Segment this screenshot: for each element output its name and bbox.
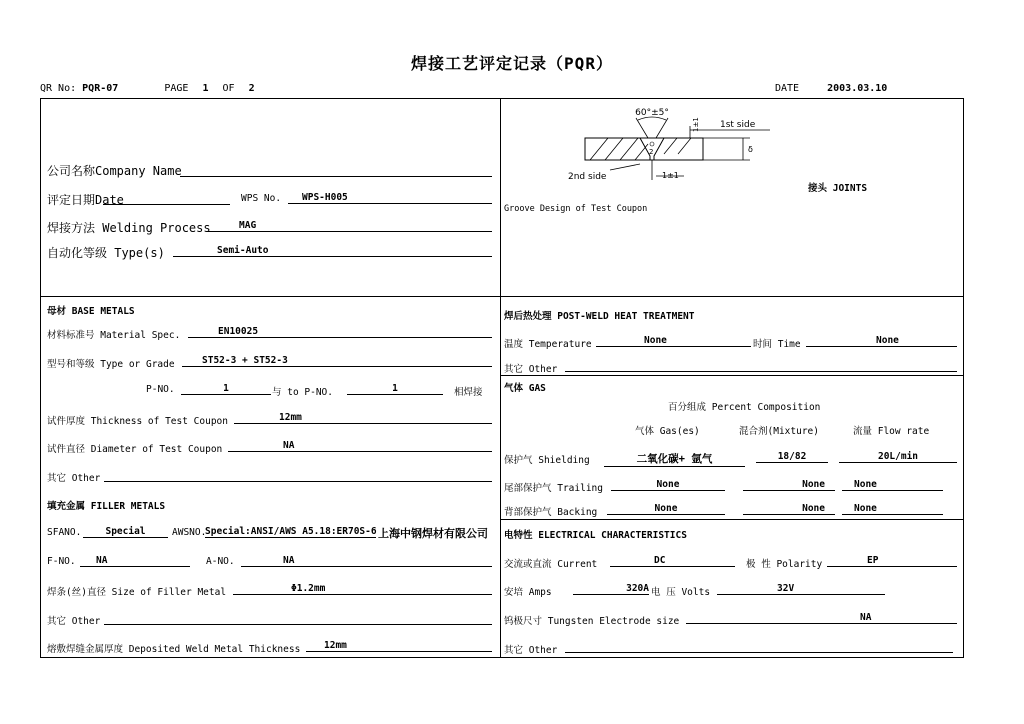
- filler-size-row: [233, 583, 492, 595]
- elec-other-field[interactable]: [565, 652, 953, 653]
- page-total: 2: [248, 83, 255, 94]
- time-value[interactable]: None: [806, 335, 957, 347]
- groove-angle-label: 60°±5°: [635, 108, 669, 118]
- temperature-value[interactable]: None: [596, 335, 751, 347]
- diameter-row: [228, 440, 492, 452]
- trailing-label: 尾部保护气 Trailing: [504, 483, 603, 494]
- page-label: PAGE: [164, 83, 189, 94]
- date-value: 2003.03.10: [827, 83, 888, 94]
- pno2-row: [347, 383, 443, 395]
- thickness-symbol: δ: [748, 145, 753, 154]
- pwht-title: 焊后热处理 POST-WELD HEAT TREATMENT: [504, 311, 695, 322]
- temperature-label: 温度 Temperature: [504, 339, 592, 350]
- temperature-row: [596, 335, 751, 347]
- manufacturer: 上海中钢焊材有限公司: [378, 527, 488, 540]
- current-row: [610, 555, 735, 567]
- company-name-row: [47, 162, 182, 179]
- time-row: [806, 335, 957, 347]
- eval-date-label: 评定日期Date: [47, 193, 124, 207]
- backing-flow-value[interactable]: None: [842, 503, 943, 515]
- document-title: 焊接工艺评定记录（PQR）: [411, 54, 613, 73]
- trailing-flow-value[interactable]: None: [842, 479, 943, 491]
- flow-column-label: 流量 Flow rate: [853, 426, 930, 437]
- auto-type-label: 自动化等级 Type(s): [47, 246, 165, 260]
- current-value[interactable]: DC: [610, 555, 735, 567]
- filler-other-label: 其它 Other: [47, 616, 101, 627]
- thickness-label: 试件厚度 Thickness of Test Coupon: [47, 416, 228, 427]
- gas-column-label: 气体 Gas(es): [635, 426, 700, 437]
- time-label: 时间 Time: [753, 339, 801, 350]
- tungsten-row: [686, 612, 957, 624]
- filler-size-value[interactable]: Φ1.2mm: [233, 583, 492, 595]
- ano-label: A-NO.: [206, 556, 235, 567]
- volts-label: 电 压 Volts: [651, 587, 711, 598]
- aws-label: AWSNO.: [172, 527, 207, 538]
- mixture-column-label: 混合剂(Mixture): [739, 426, 819, 437]
- aws-row: [205, 526, 376, 538]
- root-gap-label: 1±1: [662, 171, 679, 180]
- second-side-label: 2nd side: [568, 172, 607, 182]
- groove-design-label: Groove Design of Test Coupon: [504, 204, 648, 214]
- base-other-label: 其它 Other: [47, 473, 101, 484]
- deposit-row: [306, 640, 492, 652]
- aws-value[interactable]: Special:ANSI/AWS A5.18:ER70S-6: [205, 526, 377, 537]
- divider-base: [41, 296, 500, 297]
- auto-type-value[interactable]: Semi-Auto: [173, 245, 492, 257]
- qr-no-value: PQR-07: [82, 83, 119, 94]
- shielding-flow-value[interactable]: 20L/min: [839, 451, 957, 463]
- base-other-field[interactable]: [104, 481, 492, 482]
- backing-mix-row: [743, 503, 835, 515]
- percent-composition-label: 百分组成 Percent Composition: [668, 402, 821, 413]
- trailing-mix-row: [743, 479, 835, 491]
- polarity-value[interactable]: EP: [827, 555, 957, 567]
- amps-row: [573, 583, 649, 595]
- material-spec-value[interactable]: EN10025: [188, 326, 492, 338]
- tungsten-value[interactable]: NA: [686, 612, 957, 624]
- backing-gas-value[interactable]: None: [607, 503, 725, 515]
- grade-label: 型号和等级 Type or Grade: [47, 359, 175, 370]
- divider-pwht: [500, 296, 964, 297]
- wps-value[interactable]: WPS-H005: [288, 192, 492, 204]
- to-pno-label: 与 to P-NO.: [272, 387, 333, 398]
- process-label: 焊接方法 Welding Process: [47, 221, 211, 235]
- thickness-row: [234, 412, 492, 424]
- amps-value[interactable]: 320A: [573, 583, 649, 595]
- root-face-label: 1±1: [692, 117, 700, 132]
- page-number: 1: [202, 83, 209, 94]
- backing-flow-row: [842, 503, 943, 515]
- pno-label: P-NO.: [146, 384, 175, 395]
- deposit-value[interactable]: 12mm: [306, 640, 492, 652]
- date-label: DATE: [775, 83, 800, 94]
- divider-elec: [500, 519, 964, 520]
- fno-label: F-NO.: [47, 556, 76, 567]
- qr-no-label: QR No:: [40, 83, 77, 94]
- trailing-gas-row: [611, 479, 725, 491]
- process-value[interactable]: MAG: [207, 220, 492, 232]
- root-mark: 2: [649, 148, 654, 156]
- shielding-gas-row: [604, 451, 745, 467]
- grade-row: [182, 355, 492, 367]
- tungsten-label: 钨极尺寸 Tungsten Electrode size: [504, 616, 680, 627]
- column-divider: [500, 99, 501, 658]
- shielding-gas-value[interactable]: 二氧化碳+ 氩气: [604, 451, 745, 467]
- volts-value[interactable]: 32V: [717, 583, 885, 595]
- thickness-value[interactable]: 12mm: [234, 412, 492, 424]
- amps-label: 安培 Amps: [504, 587, 552, 598]
- ano-value[interactable]: NA: [241, 555, 492, 567]
- pno-row: [181, 383, 271, 395]
- of-label: OF: [222, 83, 235, 94]
- joints-title: 接头 JOINTS: [808, 183, 868, 194]
- company-name-label: 公司名称Company Name: [47, 164, 182, 178]
- trailing-flow-row: [842, 479, 943, 491]
- divider-gas: [500, 375, 964, 376]
- material-spec-row: [188, 326, 492, 338]
- fno-value[interactable]: NA: [80, 555, 190, 567]
- shielding-mix-row: [756, 451, 828, 463]
- trailing-gas-value[interactable]: None: [611, 479, 725, 491]
- filler-metals-title: 填充金属 FILLER METALS: [47, 501, 166, 512]
- process-row: [207, 220, 492, 232]
- diameter-label: 试件直径 Diameter of Test Coupon: [47, 444, 223, 455]
- wps-row: [288, 192, 492, 204]
- first-side-label: 1st side: [720, 120, 756, 130]
- pno-value[interactable]: 1: [181, 383, 271, 395]
- wps-label: WPS No.: [241, 193, 282, 204]
- material-spec-label: 材料标准号 Material Spec.: [47, 330, 181, 341]
- pwht-other-field[interactable]: [565, 371, 957, 372]
- qr-number-row: [40, 83, 255, 94]
- polarity-label: 极 性 Polarity: [746, 559, 823, 570]
- trailing-mix-value[interactable]: None: [743, 479, 835, 491]
- backing-mix-value[interactable]: None: [743, 503, 835, 515]
- date-row: [775, 83, 887, 94]
- base-metals-title: 母材 BASE METALS: [47, 306, 135, 317]
- gas-title: 气体 GAS: [504, 383, 546, 394]
- deposit-label: 熔敷焊缝金属厚度 Deposited Weld Metal Thickness: [47, 644, 301, 655]
- company-name-field[interactable]: [180, 176, 492, 177]
- sfa-row: [83, 526, 168, 538]
- volts-row: [717, 583, 885, 595]
- shielding-mix-value[interactable]: 18/82: [756, 451, 828, 463]
- pwht-other-label: 其它 Other: [504, 364, 558, 375]
- ano-row: [241, 555, 492, 567]
- diameter-value[interactable]: NA: [228, 440, 492, 452]
- sfa-value[interactable]: Special: [83, 526, 168, 538]
- match-label: 相焊接: [454, 387, 483, 398]
- fno-row: [80, 555, 190, 567]
- sfa-label: SFANO.: [47, 527, 82, 538]
- filler-other-field[interactable]: [104, 624, 492, 625]
- shielding-label: 保护气 Shielding: [504, 455, 590, 466]
- backing-label: 背部保护气 Backing: [504, 507, 598, 518]
- backing-gas-row: [607, 503, 725, 515]
- filler-size-label: 焊条(丝)直径 Size of Filler Metal: [47, 587, 227, 598]
- auto-type-row: [173, 245, 492, 257]
- electrical-title: 电特性 ELECTRICAL CHARACTERISTICS: [504, 530, 687, 541]
- current-label: 交流或直流 Current: [504, 559, 598, 570]
- groove-joint-diagram: [560, 104, 820, 184]
- polarity-row: [827, 555, 957, 567]
- shielding-flow-row: [839, 451, 957, 463]
- eval-date-field[interactable]: [103, 204, 230, 205]
- pno2-value[interactable]: 1: [347, 383, 443, 395]
- grade-value[interactable]: ST52-3 + ST52-3: [182, 355, 492, 367]
- elec-other-label: 其它 Other: [504, 645, 558, 656]
